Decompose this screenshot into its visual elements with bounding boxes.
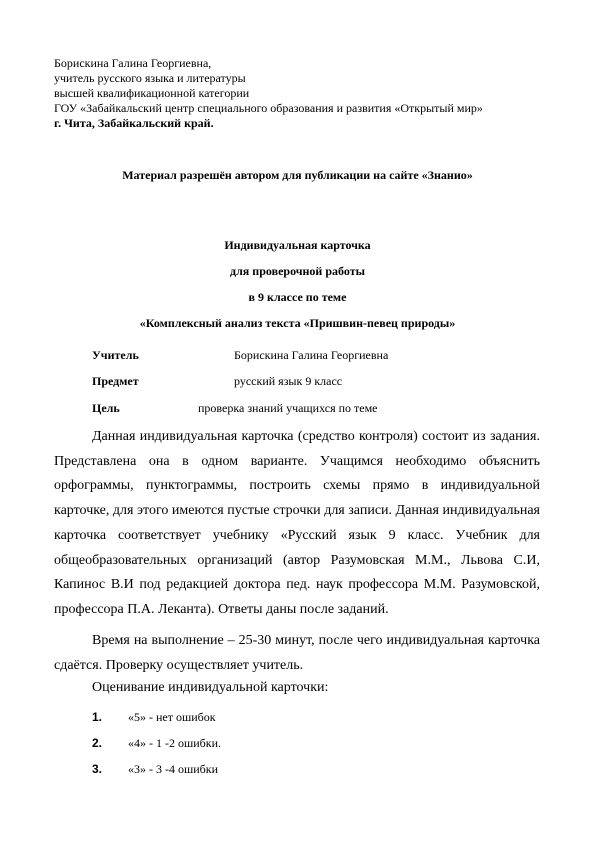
grading-title: Оценивание индивидуальной карточки:	[92, 680, 329, 695]
subject-label: Предмет	[92, 374, 139, 388]
author-position: учитель русского языка и литературы	[54, 71, 246, 85]
grading-item-text: «3» - 3 -4 ошибки	[128, 762, 219, 776]
author-info	[54, 56, 534, 131]
author-category: высшей квалификационной категории	[54, 86, 250, 100]
grading-item-number: 3.	[92, 762, 103, 776]
card-title	[0, 238, 595, 342]
grading-item-number: 2.	[92, 736, 103, 750]
grading-item-number: 1.	[92, 710, 103, 724]
subject-value: русский язык 9 класс	[234, 374, 343, 388]
publication-permission: Материал разрешён автором для публикации на сайте «Знанио»	[122, 168, 473, 182]
title-line-2: для проверочной работы	[230, 264, 365, 278]
author-organization: ГОУ «Забайкальский центр специального образования и развития «Открытый мир»	[54, 101, 483, 115]
time-paragraph: Время на выполнение – 25-30 минут, после чего индивидуальная карточка сдаётся. Проверку осуществляет учитель.	[54, 633, 540, 673]
author-city: г. Чита, Забайкальский край.	[54, 116, 214, 130]
title-line-1: Индивидуальная карточка	[224, 238, 371, 252]
teacher-value: Борискина Галина Георгиевна	[234, 348, 389, 362]
title-line-3: в 9 классе по теме	[248, 290, 347, 304]
goal-label: Цель	[92, 401, 120, 415]
description-paragraph: Данная индивидуальная карточка (средство контроля) состоит из задания. Представлена она в одном варианте. Учащимся необходимо объяснить орфограммы, пунктограммы, построить схемы прямо в индивидуальной карточке, для этого имеются пустые строчки для записи. Данная индивидуальная карточка соответствует учебнику «Русский язык 9 класс. Учебник для общеобразовательных организаций (автор Разумовская М.М., Львова С.И, Капинос В.И под редакцией доктора пед. наук профессора М.М. Разумовской, профессора П.А. Леканта). Ответы даны после заданий.	[54, 429, 540, 617]
goal-value: проверка знаний учащихся по теме	[198, 401, 378, 415]
author-name: Борискина Галина Георгиевна,	[54, 56, 212, 70]
teacher-label: Учитель	[92, 348, 139, 362]
grading-item-text: «4» - 1 -2 ошибки.	[128, 736, 222, 750]
grading-item-text: «5» - нет ошибок	[128, 710, 216, 724]
title-line-4: «Комплексный анализ текста «Пришвин-певец природы»	[139, 316, 456, 330]
